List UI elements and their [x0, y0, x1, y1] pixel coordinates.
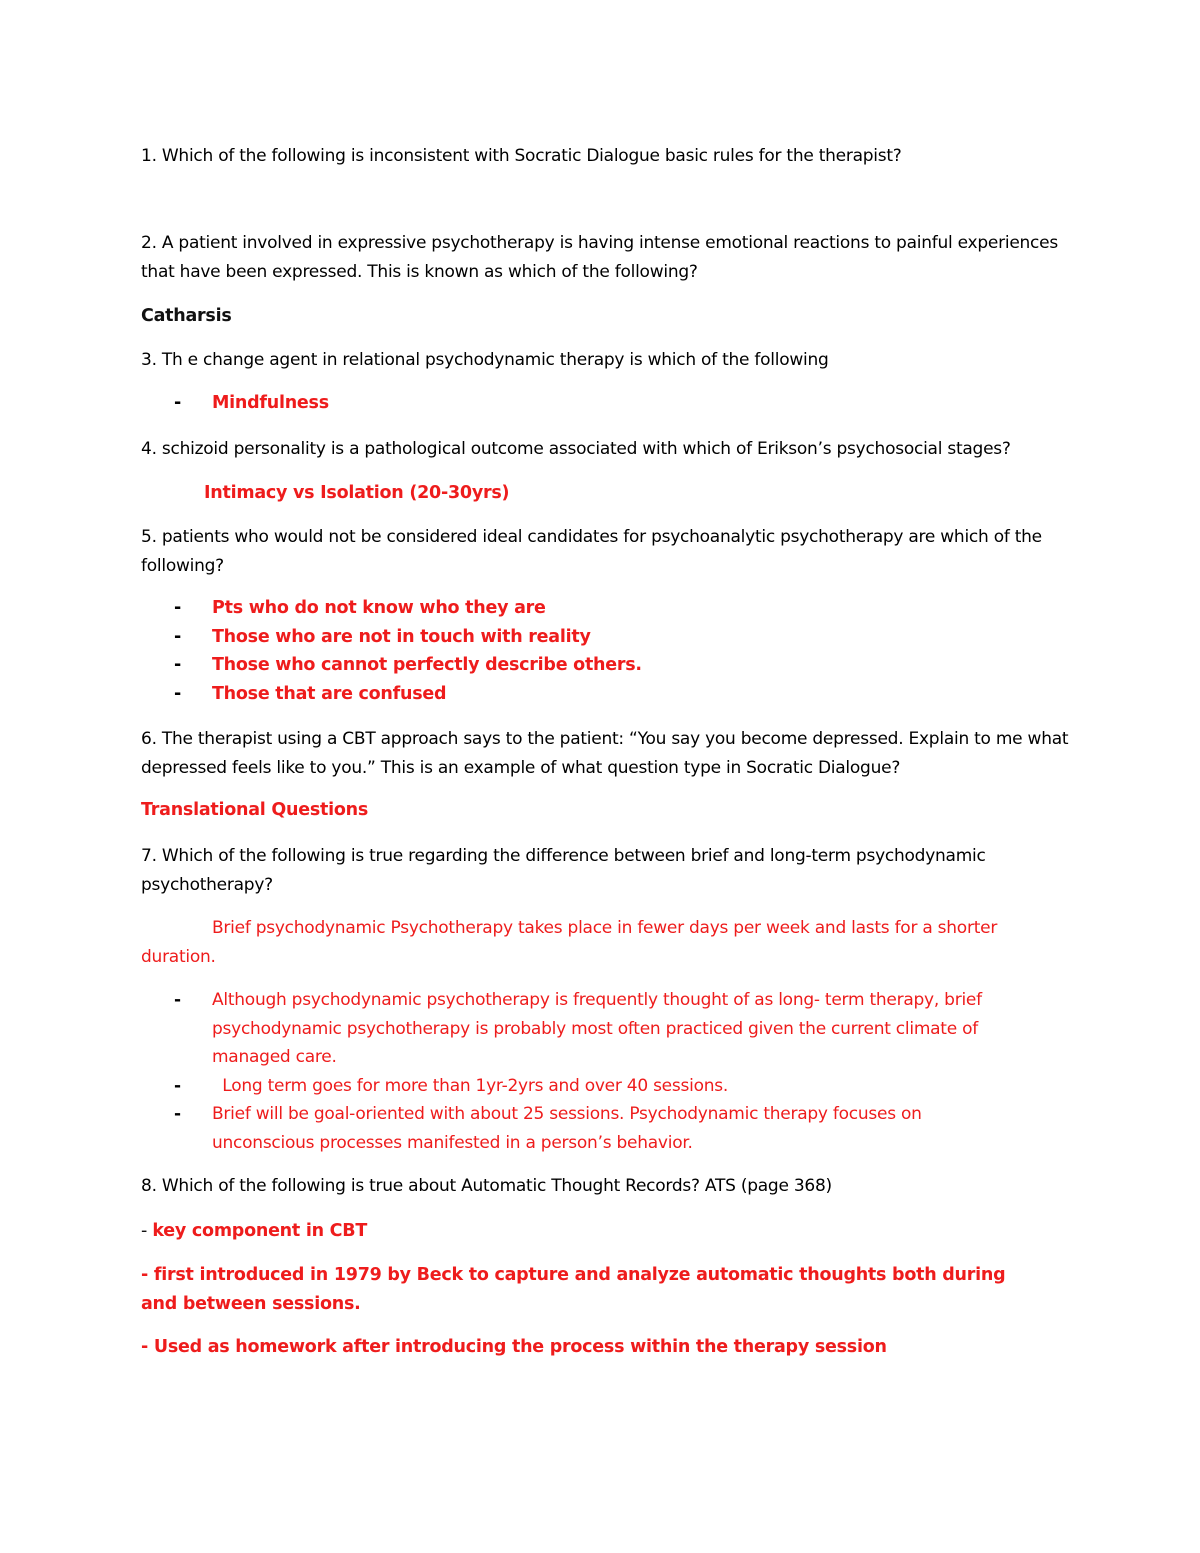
question-3: 3. Th e change agent in relational psychodynamic therapy is which of the following — [141, 350, 829, 370]
answer-7-intro-line1: Brief psychodynamic Psychotherapy takes place in fewer days per week and lasts for a shorter — [212, 918, 998, 938]
answer-3: Mindfulness — [212, 393, 329, 413]
answer-5-line: Those who cannot perfectly describe others. — [212, 655, 642, 675]
answer-5-line: Pts who do not know who they are — [212, 598, 546, 618]
bullet-dash: - — [141, 1221, 153, 1241]
bullet-dash: - — [174, 627, 182, 647]
bullet-dash: - — [174, 1076, 181, 1096]
answer-6: Translational Questions — [141, 800, 369, 820]
bullet-dash: - — [174, 990, 181, 1010]
bullet-dash: - — [174, 655, 182, 675]
question-1: 1. Which of the following is inconsistent with Socratic Dialogue basic rules for the therapist? — [141, 146, 902, 166]
question-6: 6. The therapist using a CBT approach says to the patient: “You say you become depressed. Explain to me what depressed feels like to you.” This is an example of what question type in Socratic Dialogue? — [141, 729, 1069, 778]
answer-7-intro-line2: duration. — [141, 947, 216, 967]
bullet-dash: - — [174, 1104, 181, 1124]
answer-8-item-3: - Used as homework after introducing the process within the therapy session — [141, 1337, 887, 1357]
answer-7-line: Long term goes for more than 1yr-2yrs and over 40 sessions. — [212, 1076, 729, 1096]
question-5: 5. patients who would not be considered ideal candidates for psychoanalytic psychotherapy are which of the following? — [141, 527, 1042, 576]
question-2: 2. A patient involved in expressive psychotherapy is having intense emotional reactions to painful experiences that have been expressed. This is known as which of the following? — [141, 233, 1058, 282]
answer-7-line: Although psychodynamic psychotherapy is frequently thought of as long- term therapy, brief psychodynamic psychotherapy is probably most often practiced given the current climate of managed care. — [212, 990, 982, 1067]
question-4: 4. schizoid personality is a pathological outcome associated with which of Erikson’s psychosocial stages? — [141, 439, 1011, 459]
bullet-dash: - — [174, 684, 182, 704]
answer-7-line: Brief will be goal-oriented with about 25 sessions. Psychodynamic therapy focuses on unconscious processes manifested in a person’s behavior. — [212, 1104, 922, 1153]
answer-4: Intimacy vs Isolation (20-30yrs) — [204, 483, 510, 503]
answer-8-item-1 — [141, 1217, 367, 1246]
question-8: 8. Which of the following is true about Automatic Thought Records? ATS (page 368) — [141, 1176, 832, 1196]
bullet-dash: - — [174, 598, 182, 618]
answer-8-item-2: - first introduced in 1979 by Beck to capture and analyze automatic thoughts both during and between sessions. — [141, 1265, 1006, 1314]
answer-5-line: Those who are not in touch with reality — [212, 627, 591, 647]
answer-5-line: Those that are confused — [212, 684, 447, 704]
answer-8-line: key component in CBT — [152, 1221, 368, 1241]
question-7: 7. Which of the following is true regarding the difference between brief and long-term psychodynamic psychotherapy? — [141, 846, 986, 895]
bullet-dash: - — [174, 393, 182, 413]
answer-2: Catharsis — [141, 306, 232, 326]
